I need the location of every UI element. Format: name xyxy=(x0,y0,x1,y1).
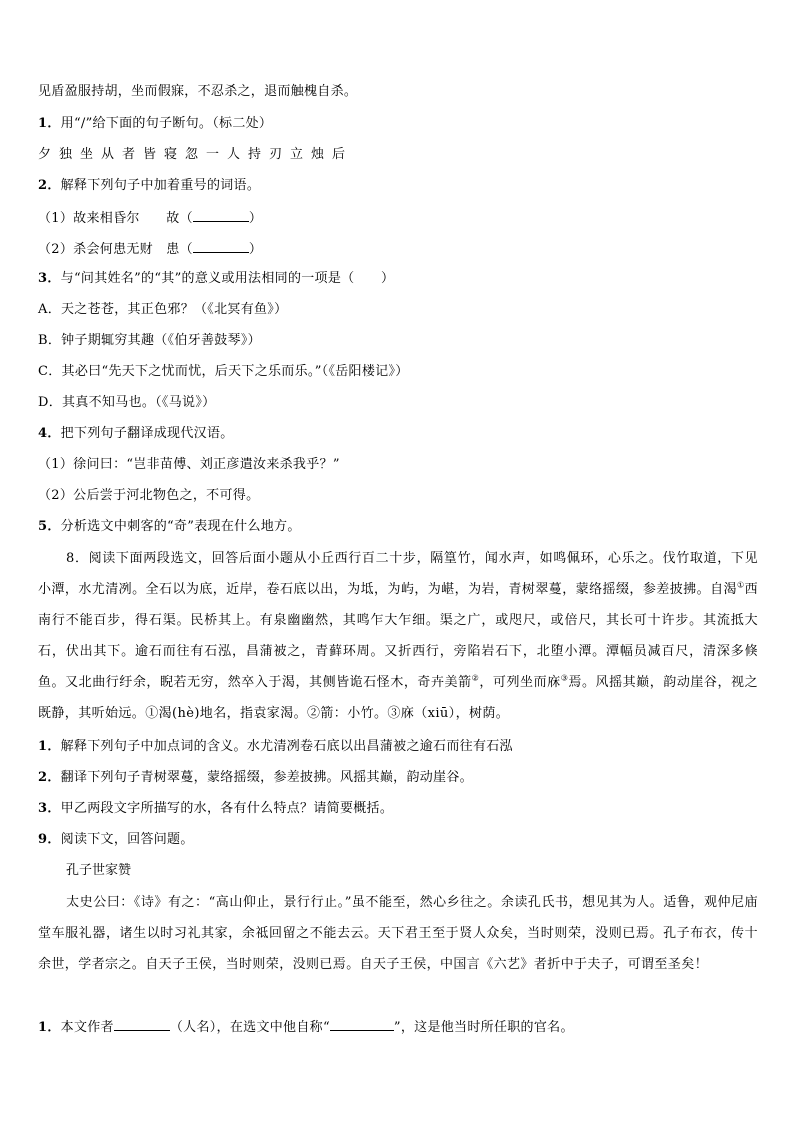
section-8-intro: 8．阅读下面两段选文，回答后面小题从小丘西行百二十步，隔篁竹，闻水声，如鸣佩环，心乐之。伐竹取道，下见小潭，水尤清冽。全石以为底，近岸，卷石底以出，为坻，为屿，为嵁，为岩，青树翠蔓，蒙络摇缀，参差披拂。 xyxy=(38,551,758,597)
passage-title: 孔子世家赞 xyxy=(66,863,132,878)
q8-item-3 xyxy=(38,801,758,817)
item-label: （2）杀会何患无财 xyxy=(38,242,153,257)
section-8-passage xyxy=(38,543,758,729)
item-end: ） xyxy=(248,242,263,257)
question-5 xyxy=(38,519,758,535)
q9-item-1-part-b: （人名），在选文中他自称“ xyxy=(169,1020,330,1035)
footnote-marker-3: ③ xyxy=(560,673,569,683)
question-4-number: 4． xyxy=(38,426,61,441)
question-3-number: 3． xyxy=(38,271,61,286)
question-1-text: 用“/”给下面的句子断句。（标二处） xyxy=(60,116,273,131)
passage-text: 太史公曰：《诗》有之：“高山仰止，景行行止。”虽不能至，然心乡往之。余读孔氏书，想见其为人。适鲁，观仲尼庙堂车服礼器，诸生以时习礼其家，余祗回留之不能去云。天下君王至于贤人众矣，当时则荣，没则已焉。孔子布衣，传十余世，学者宗之。自天子王侯，当时则荣，没则已焉。自天子王侯，中国言《六艺》者折中于夫子，可谓至圣矣！ xyxy=(38,895,758,972)
question-2 xyxy=(38,178,758,194)
passage-part-a: 自渴 xyxy=(710,582,737,597)
question-2-text: 解释下列句子中加着重号的词语。 xyxy=(60,178,261,193)
q8-item-2-number: 2． xyxy=(38,770,61,785)
q8-item-2 xyxy=(38,770,758,786)
answer-blank[interactable] xyxy=(193,240,249,253)
question-3 xyxy=(38,271,758,287)
q9-item-1-part-a: 本文作者 xyxy=(60,1020,114,1035)
item-label: （1）故来相昏尔 xyxy=(38,211,140,226)
question-4-text: 把下列句子翻译成现代汉语。 xyxy=(60,426,234,441)
item-word: 患（ xyxy=(166,242,193,257)
q8-item-3-number: 3． xyxy=(38,801,61,816)
question-2-item-1 xyxy=(38,209,758,227)
passage-part-d: 焉。风摇其巅，韵动崖谷，视之既静，其听始远。①渴(hè)地名，指袁家渴。②箭：小竹。③庥（xiū），树荫。 xyxy=(38,675,758,721)
question-4-item-2: （2）公后尝于河北物色之，不可得。 xyxy=(38,488,260,503)
top-line: 见盾盈服持胡，坐而假寐，不忍杀之，退而触槐自杀。 xyxy=(38,84,358,99)
title-blank[interactable] xyxy=(330,1018,394,1031)
footnote-marker-1: ① xyxy=(736,580,745,590)
passage-part-b: 西南行不能百步，得石渠。民桥其上。有泉幽幽然，其鸣乍大乍细。渠之广，或咫尺，或倍尺，其长可十许步。其流抵大石，伏出其下。逾石而往有石泓，昌蒲被之，青藓环周。又折西行，旁陷岩石下，北堕小潭。潭幅员减百尺，清深多倏鱼。又北曲行纡余，睨若无穷，然卒入于渴，其侧皆诡石怪木，奇卉美箭 xyxy=(38,582,758,690)
passage-part-c: ，可列坐而庥 xyxy=(479,675,561,690)
q8-item-2-text: 翻译下列句子青树翠蔓，蒙络摇缀，参差披拂。风摇其巅，韵动崖谷。 xyxy=(60,770,473,785)
answer-blank[interactable] xyxy=(193,209,249,222)
q8-item-1 xyxy=(38,739,758,755)
question-5-text: 分析选文中刺客的“奇”表现在什么地方。 xyxy=(60,519,301,534)
question-9 xyxy=(38,832,758,848)
question-9-passage xyxy=(38,887,758,1011)
question-4 xyxy=(38,426,758,442)
question-1-sentence: 夕独坐从者皆寝忽一人持刃立烛后 xyxy=(38,147,354,162)
question-3-text: 与“问其姓名”的“其”的意义或用法相同的一项是（ ） xyxy=(60,271,395,286)
q8-item-1-text: 解释下列句子中加点词的含义。水尤清冽卷石底以出昌蒲被之逾石而往有石泓 xyxy=(60,739,513,754)
question-2-number: 2． xyxy=(38,178,61,193)
option-a: A．天之苍苍，其正色邪？（《北冥有鱼》） xyxy=(38,302,288,317)
question-9-number: 9． xyxy=(38,832,61,847)
q8-item-3-text: 甲乙两段文字所描写的水，各有什么特点？请简要概括。 xyxy=(60,801,394,816)
q9-item-1-part-c: ”，这是他当时所任职的官名。 xyxy=(393,1020,574,1035)
author-blank[interactable] xyxy=(114,1018,170,1031)
option-d: D．其真不知马也。（《马说》） xyxy=(38,395,216,410)
item-word: 故（ xyxy=(166,211,193,226)
item-end: ） xyxy=(248,211,263,226)
question-2-item-2 xyxy=(38,240,758,258)
option-b: B．钟子期辄穷其趣（《伯牙善鼓琴》） xyxy=(38,333,261,348)
q9-item-1-number: 1． xyxy=(38,1020,61,1035)
question-1 xyxy=(38,116,758,132)
question-5-number: 5． xyxy=(38,519,61,534)
question-9-text: 阅读下文，回答问题。 xyxy=(60,832,194,847)
question-4-item-1: （1）徐问曰：“岂非苗傅、刘正彦遣汝来杀我乎？” xyxy=(38,457,340,472)
option-c: C．其必曰“先天下之忧而忧，后天下之乐而乐。”（《岳阳楼记》） xyxy=(38,364,409,379)
question-1-number: 1． xyxy=(38,116,61,131)
q9-item-1 xyxy=(38,1018,758,1036)
footnote-marker-2: ② xyxy=(471,673,480,683)
q8-item-1-number: 1． xyxy=(38,739,61,754)
